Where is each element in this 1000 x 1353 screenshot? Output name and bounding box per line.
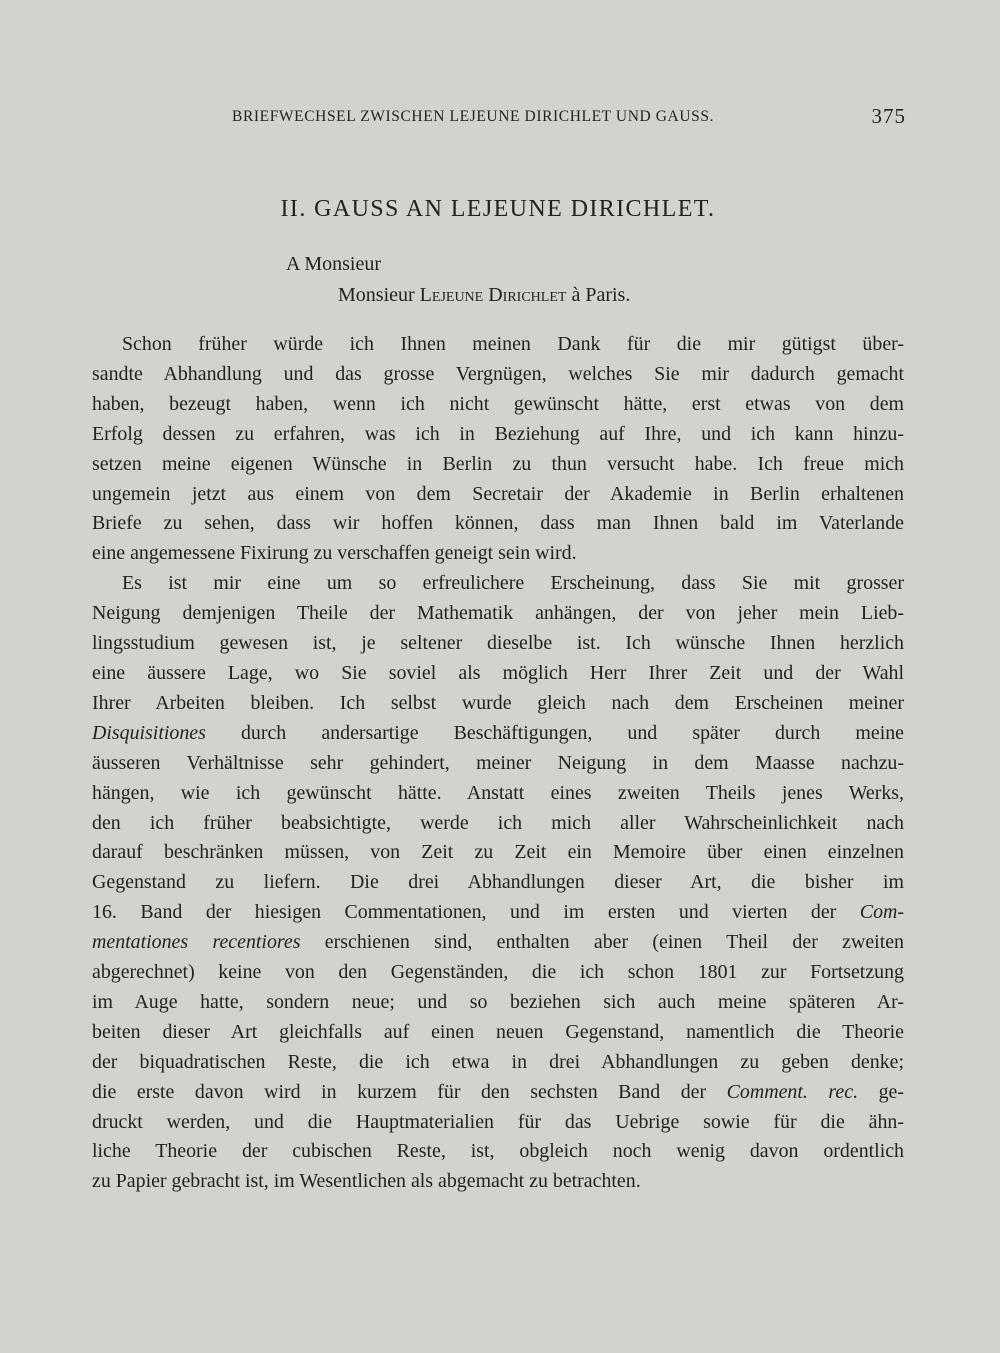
address-name-dirichlet: Dirichlet [488,284,567,306]
text-line: äusseren Verhältnisse sehr gehindert, meiner Neigung in dem Maasse nachzu- [92,751,904,774]
text-line: sandte Abhandlung und das grosse Vergnügen, welches Sie mir dadurch gemacht [92,362,904,385]
text-line: den ich früher beabsichtigte, werde ich mich aller Wahrscheinlichkeit nach [92,811,904,834]
text-line [92,1078,904,1108]
text-line: Briefe zu sehen, dass wir hoffen können, dass man Ihnen bald im Vaterlande [92,512,904,535]
paragraph-1 [92,330,904,569]
letter-body [92,330,904,1197]
running-title: BRIEFWECHSEL ZWISCHEN LEJEUNE DIRICHLET UND GAUSS. [232,108,715,125]
text-line: beiten dieser Art gleichfalls auf einen neuen Gegenstand, namentlich die Theorie [92,1020,904,1043]
text-line: eine angemessene Fixirung zu verschaffen geneigt sein wird. [92,542,577,565]
text-run: erschienen sind, enthalten aber (einen Theil der zweiten [300,931,904,954]
address-suffix: à Paris. [566,284,631,306]
page-number: 375 [871,104,906,128]
text-line [92,898,904,928]
text-run: die erste davon wird in kurzem für den sechsten Band der [92,1080,727,1103]
text-line: im Auge hatte, sondern neue; und so beziehen sich auch meine späteren Ar- [92,990,904,1013]
italic-title-disquisitiones: Disquisitiones [92,721,206,744]
letter-heading-text: II. GAUSS AN LEJEUNE DIRICHLET. [280,196,716,222]
text-line: druckt werden, und die Hauptmaterialien für das Uebrige sowie für die ähn- [92,1110,904,1133]
text-line: liche Theorie der cubischen Reste, ist, obgleich noch wenig davon ordentlich [92,1140,904,1163]
italic-title-commentationes: Com- [859,901,904,924]
address-name-lejeune: Lejeune [419,284,484,306]
text-line: Neigung demjenigen Theile der Mathematik anhängen, der von jeher mein Lieb- [92,602,904,625]
text-run: durch andersartige Beschäftigungen, und später durch meine [205,721,904,744]
text-line [92,719,904,749]
text-run: ge- [858,1080,904,1103]
text-line: zu Papier gebracht ist, im Wesentlichen als abgemacht zu betrachten. [92,1170,641,1193]
address-line-2 [338,284,630,307]
text-line: abgerechnet) keine von den Gegenständen, die ich schon 1801 zur Fortsetzung [92,961,904,984]
text-line: der biquadratischen Reste, die ich etwa in drei Abhandlungen zu geben denke; [92,1050,904,1073]
letter-heading [0,196,1000,223]
text-line: eine äussere Lage, wo Sie soviel als möglich Herr Ihrer Zeit und der Wahl [92,661,904,684]
text-line: Ihrer Arbeiten bleiben. Ich selbst wurde gleich nach dem Erscheinen meiner [92,691,904,714]
address-prefix: Monsieur [338,284,420,306]
text-line [92,928,904,958]
text-line: Erfolg dessen zu erfahren, was ich in Beziehung auf Ihre, und ich kann hinzu- [92,422,904,445]
text-line: ungemein jetzt aus einem von dem Secretair der Akademie in Berlin erhaltenen [92,482,904,505]
text-line: lingsstudium gewesen ist, je seltener dieselbe ist. Ich wünsche Ihnen herzlich [92,632,904,655]
text-run: 16. Band der hiesigen Commentationen, und im ersten und vierten der [92,901,860,924]
text-line: Schon früher würde ich Ihnen meinen Dank für die mir gütigst über- [122,333,904,355]
address-line-1: A Monsieur [286,253,381,275]
text-line: hängen, wie ich gewünscht hätte. Anstatt eines zweiten Theils jenes Werks, [92,781,904,804]
text-line: Es ist mir eine um so erfreulichere Erscheinung, dass Sie mit grosser [122,572,904,595]
text-line: haben, bezeugt haben, wenn ich nicht gewünscht hätte, erst etwas von dem [92,392,904,415]
text-line: Gegenstand zu liefern. Die drei Abhandlungen dieser Art, die bisher im [92,871,904,894]
running-head [94,104,906,134]
italic-title-comment-rec: Comment. rec. [726,1080,859,1103]
paragraph-2 [92,569,904,1197]
italic-title-recentiores: mentationes recentiores [92,931,301,954]
text-line: darauf beschränken müssen, von Zeit zu Zeit ein Memoire über einen einzelnen [92,841,904,864]
text-line: setzen meine eigenen Wünsche in Berlin zu thun versucht habe. Ich freue mich [92,452,904,475]
